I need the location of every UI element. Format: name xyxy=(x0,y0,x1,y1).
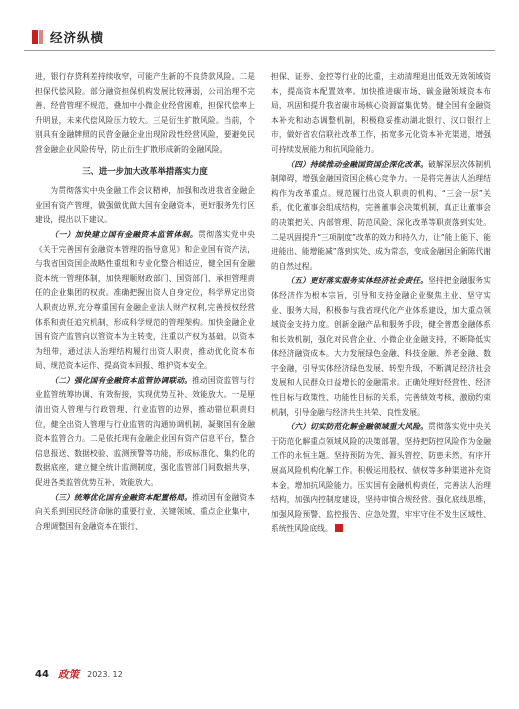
right-paragraph-4 xyxy=(271,420,491,537)
left-paragraph-4-body: 推动国资监管与行业监管统筹协调、有效衔接，实现优势互补、效能放大。一是厘清出资人管理与行政管理、行业监管的边界，推动错位职责归位，健全出资人管理与行业监管的沟通协调机制，凝聚国有金融资本监管合力。二是依托现有金融企业国有资产信息平台，整合信息报送、数据校验、监测预警等功能，形成标准化、集约化的数据底座，建立健全统计监测制度，强化监管部门间数据共享，促进各类监管优势互补、效能放大。 xyxy=(35,375,255,488)
left-paragraph-3-body: 贯彻落实党中央《关于完善国有金融资本管理的指导意见》和企业国有资产法，与我省国资国企战略性重组和专业化整合相适应，健全国有金融资本统一管理体制，加快理顺财政部门、国资部门、承担管理责任的企业集团的权责。准确把握出资人自身定位，科学界定出资人职责边界,充分尊重国有金融企业法人财产权利,完善授权经营体系和责任追究机制，形成科学规范的管理架构。加快金融企业国有资产监管向以管资本为主转变，注重以产权为基础，以资本为纽带，通过法人治理结构履行出资人职责，推动优化资本布局、规范资本运作、提高资本回报、维护资本安全。 xyxy=(35,229,255,371)
right-paragraph-3-body: 坚持把金融服务实体经济作为根本宗旨，引导和支持金融企业聚焦主业、坚守实业、服务大局，积极参与我省现代化产业体系建设，加大重点领域资金支持力度。创新金融产品和服务手段，健全普惠金融体系和长效机制，强化对民营企业、小微企业金融支持，不断降低实体经济融资成本。大力发展绿色金融、科技金融、养老金融、数字金融，引导实体经济绿色发展、转型升级，不断满足经济社会发展和人民群众日益增长的金融需求。正确处理好经营性、经济性目标与政策性、功能性目标的关系，完善绩效考核、激励约束机制，引导金融与经济共生共荣、良性发展。 xyxy=(271,276,491,417)
subheading-2: （二）强化国有金融资本监管协调联动。 xyxy=(50,375,193,385)
left-paragraph-4 xyxy=(35,374,255,491)
left-column xyxy=(35,70,255,534)
section-marker-icon xyxy=(32,30,38,44)
right-paragraph-4-body: 贯彻落实党中央关于防范化解重点领域风险的决策部署，坚持把防控风险作为金融工作的永恒主题。坚持预防为先、源头管控、防患未然，有序开展高风险机构化解工作。积极运用股权、债权等多种渠道补充资本金，增加抗风险能力。压实国有金融机构责任，完善法人治理结构，加强内控制度建设，坚持审慎合规经营。强化底线思维，加强风险预警、监控报告、应急处置，牢牢守住不发生区域性、系统性风险底线。 xyxy=(271,422,491,534)
subheading-1: （一）加快建立国有金融资本监管体制。 xyxy=(50,229,199,239)
left-paragraph-3 xyxy=(35,228,255,374)
right-paragraph-1: 担保、证券、金控等行业的比重，主动清理退出低效无效领域资本，提高资本配置效率。加快推进碳市场、碳金融领域资本布局，巩固和提升我省碳市场核心资源富集优势。健全国有金融资本补充和动态调整机制，积极稳妥推动湖北银行、汉口银行上市，做好省农信联社改革工作，拓宽多元化资本补充渠道，增强可持续发展能力和抗风险能力。 xyxy=(271,72,491,154)
right-paragraph-2 xyxy=(271,158,491,275)
subheading-4: （四）持续推动金融国资国企深化改革。 xyxy=(286,159,429,169)
page-header xyxy=(24,26,495,52)
magazine-logo: 政策 xyxy=(58,669,80,681)
section-title: 经济纵横 xyxy=(50,30,105,45)
left-paragraph-5 xyxy=(35,491,255,535)
left-paragraph-2: 为贯彻落实中央金融工作会议精神，加强和改进我省金融企业国有资产管理，做强做优做大国有金融资本，更好服务先行区建设，提出以下建议。 xyxy=(35,186,255,225)
section-marker-shade-icon xyxy=(39,30,43,44)
header-rule xyxy=(24,50,495,51)
issue-date: 2023. 12 xyxy=(87,670,123,679)
subheading-6: （六）切实防范化解金融领域重大风险。 xyxy=(286,422,429,432)
left-paragraph-1: 进，银行存贷利差持续收窄，可能产生新的不良贷款风险。二是担保代偿风险。部分融资担保机构发展比较薄弱，公司治理不完善、经营管理不规范，叠加中小微企业经营困难，担保代偿率上升明显，未来代偿风险压力较大。三是衍生扩散风险。当前，个别具有金融牌照的民营金融企业出现阶段性经营风险，要避免民营金融企业风险传导，防止衍生扩散形成新的金融风险。 xyxy=(35,72,255,154)
page-number: 44 xyxy=(35,669,49,680)
subheading-3: （三）统筹优化国有金融资本配置格局。 xyxy=(50,492,193,502)
right-column xyxy=(271,70,491,537)
section-heading: 三、进一步加大改革举措落实力度 xyxy=(82,165,208,176)
left-paragraph-5-body: 推动国有金融资本向关系到国民经济命脉的重要行业、关键领域、重点企业集中，合理调整国有金融资本在银行、 xyxy=(35,492,255,531)
subheading-5: （五）更好落实服务实体经济社会责任。 xyxy=(286,276,429,286)
right-paragraph-3 xyxy=(271,274,491,420)
end-of-article-icon xyxy=(335,524,343,532)
right-paragraph-2-body: 破解深层次体制机制障碍，增强金融国资国企核心竞争力。一是将完善法人治理结构作为改革重点。规范履行出资人职责的机构、“三会一层”关系，优化董事会组成结构，完善董事会决策机制，真正让董事会的决策把关、内部管理、防范风险、深化改革等职责落到实处。二是巩固提升“三项制度”改革的效力和持久力，让“能上能下、能进能出、能增能减”落到实处、成为常态，变成金融国企新陈代谢的自然过程。 xyxy=(271,159,491,271)
page-footer xyxy=(35,664,123,682)
